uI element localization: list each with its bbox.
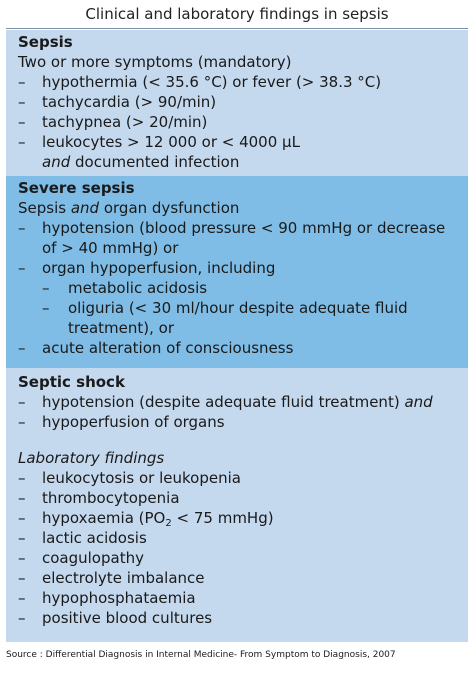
sub-list-item <box>18 278 456 298</box>
dash-marker: – <box>42 279 50 297</box>
list-item <box>18 258 456 278</box>
subscript-2: 2 <box>165 518 172 529</box>
list-item <box>18 132 456 152</box>
intro-text: Sepsis <box>18 199 71 217</box>
emphasis-and: and <box>404 393 433 411</box>
dash-marker: – <box>18 609 26 627</box>
list-item-text: < 75 mmHg) <box>171 509 274 527</box>
dash-marker: – <box>18 339 26 357</box>
list-item-text: lactic acidosis <box>42 529 147 547</box>
list-item-text: tachypnea (> 20/min) <box>42 113 208 131</box>
list-item-text: positive blood cultures <box>42 609 213 627</box>
list-item <box>18 392 456 412</box>
list-item <box>18 112 456 132</box>
title-divider <box>6 28 468 29</box>
list-item-text: hypotension (blood pressure < 90 mmHg or decrease of > 40 mmHg) or <box>42 219 446 257</box>
laboratory-heading <box>18 448 456 468</box>
dash-marker: – <box>18 569 26 587</box>
source-citation: Source : Differential Diagnosis in Internal Medicine- From Symptom to Diagnosis, 2007 <box>6 650 396 660</box>
dash-marker: – <box>18 489 26 507</box>
list-item-text: leukocytosis or leukopenia <box>42 469 241 487</box>
list-item-text: hypophosphataemia <box>42 589 196 607</box>
list-item-text: organ hypoperfusion, including <box>42 259 276 277</box>
sub-list-item <box>18 298 456 338</box>
list-item-text: hypoperfusion of organs <box>42 413 225 431</box>
dash-marker: – <box>18 219 26 237</box>
closing-text: documented infection <box>70 153 240 171</box>
sepsis-panel <box>6 30 468 176</box>
dash-marker: – <box>18 93 26 111</box>
list-item-text: acute alteration of consciousness <box>42 339 294 357</box>
table-title: Clinical and laboratory findings in sepsis <box>85 5 389 23</box>
list-item-text: coagulopathy <box>42 549 144 567</box>
list-item-text: leukocytes > 12 000 or < 4000 µL <box>42 133 300 151</box>
dash-marker: – <box>42 299 50 317</box>
severe-sepsis-heading: Severe sepsis <box>18 179 135 197</box>
dash-marker: – <box>18 113 26 131</box>
list-item-text: tachycardia (> 90/min) <box>42 93 217 111</box>
list-item-text: metabolic acidosis <box>68 279 208 297</box>
list-item <box>18 488 456 508</box>
dash-marker: – <box>18 549 26 567</box>
list-item <box>18 468 456 488</box>
sepsis-closing <box>18 152 456 172</box>
severe-sepsis-intro <box>18 198 456 218</box>
dash-marker: – <box>18 529 26 547</box>
list-item <box>18 92 456 112</box>
dash-marker: – <box>18 413 26 431</box>
list-item <box>18 218 456 258</box>
dash-marker: – <box>18 73 26 91</box>
list-item <box>18 608 456 628</box>
list-item <box>18 412 456 432</box>
list-item-text: oliguria (< 30 ml/hour despite adequate fluid treatment), or <box>68 299 408 337</box>
emphasis-and: and <box>70 199 100 217</box>
septic-shock-heading: Septic shock <box>18 373 125 391</box>
sepsis-heading: Sepsis <box>18 33 73 51</box>
list-item-text: thrombocytopenia <box>42 489 180 507</box>
list-item <box>18 508 456 528</box>
list-item <box>18 528 456 548</box>
list-item <box>18 588 456 608</box>
dash-marker: – <box>18 589 26 607</box>
dash-marker: – <box>18 393 26 411</box>
section-spacer <box>18 432 456 448</box>
severe-sepsis-panel <box>6 176 468 368</box>
dash-marker: – <box>18 259 26 277</box>
laboratory-heading-text: Laboratory findings <box>18 449 165 467</box>
list-item <box>18 72 456 92</box>
list-item-text: electrolyte imbalance <box>42 569 205 587</box>
list-item <box>18 568 456 588</box>
list-item <box>18 338 456 358</box>
dash-marker: – <box>18 469 26 487</box>
septic-shock-panel <box>6 368 468 642</box>
dash-marker: – <box>18 509 26 527</box>
list-item-text: hypoxaemia (PO <box>42 509 166 527</box>
list-item <box>18 548 456 568</box>
intro-text: organ dysfunction <box>99 199 240 217</box>
emphasis-and: and <box>42 153 71 171</box>
list-item-text: hypothermia (< 35.6 °C) or fever (> 38.3 °C) <box>42 73 382 91</box>
dash-marker: – <box>18 133 26 151</box>
sepsis-intro: Two or more symptoms (mandatory) <box>18 53 292 71</box>
list-item-text: hypotension (despite adequate fluid treatment) <box>42 393 405 411</box>
